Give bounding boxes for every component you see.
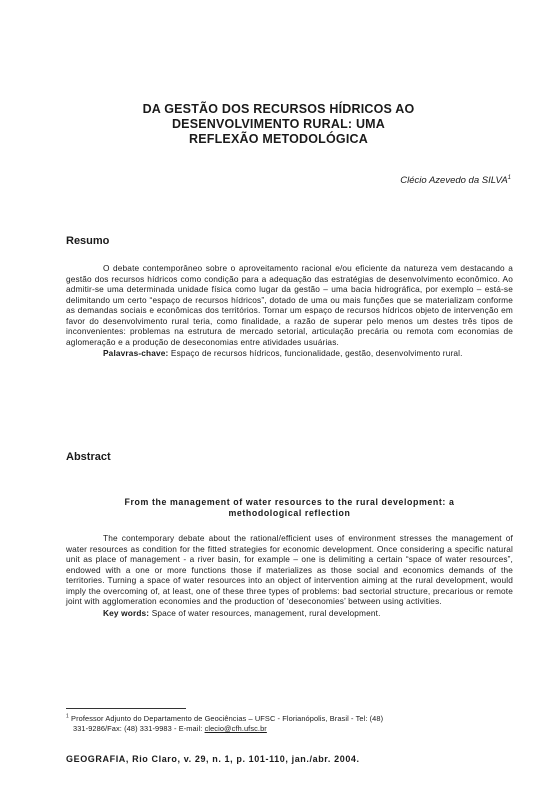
abstract-keywords-text: Space of water resources, management, rural development. (151, 607, 381, 618)
abstract-body: The contemporary debate about the rational/efficient uses of environment stresses the management of water resources as condition for the fitted strategies for economic development. Once considering a specific natural unit as place of management - a river basin, for example – one is delimiting a certain “space of water resources”, endowed with a one or more functions those if materializes as those social and economics demands of the territories. Turning a space of water resources into an object of intervention aiming at the rural development, would imply the overcoming of, at least, one of these three types of problems: bad sectorial structure, precarious or remote joint with agglomeration economies and the production of ‘deseconomies’ between using activities. (66, 533, 513, 606)
abstract-section (66, 533, 513, 618)
footnote-contact: 331-9286/Fax: (48) 331-9983 - E-mail: (73, 724, 205, 733)
journal-citation: GEOGRAFIA, Rio Claro, v. 29, n. 1, p. 101-110, jan./abr. 2004. (66, 754, 360, 764)
resumo-keywords (66, 348, 513, 359)
footnote-line-1: Professor Adjunto do Departamento de Geociências – UFSC - Florianópolis, Brasil - Tel: (48) (71, 714, 384, 723)
title-line-1: DA GESTÃO DOS RECURSOS HÍDRICOS AO (142, 102, 415, 116)
abstract-keywords-label: Key words: (103, 607, 150, 618)
footnote-divider (66, 708, 186, 709)
footnote-mark: 1 (66, 713, 69, 720)
footnote-line-2 (66, 724, 513, 734)
article-title (60, 102, 497, 147)
title-line-3: REFLEXÃO METODOLÓGICA (189, 132, 368, 146)
resumo-heading: Resumo (66, 235, 110, 247)
abstract-keywords (66, 608, 513, 619)
resumo-body: O debate contemporâneo sobre o aproveitamento racional e/ou eficiente da natureza vem destacando a gestão dos recursos hídricos como condição para a adequação das estratégias de desenvolvimento econômico. Ao admitir-se uma determinada unidade física como lugar da gestão – uma bacia hidrográfica, por exemplo – está-se delimitando um certo “espaço de recursos hídricos”, dotado de uma ou mais funções que se materializam conforme as demandas sociais e econômicas dos territórios. Tornar um espaço de recursos hídricos objeto de intervenção em favor do desenvolvimento rural teria, como finalidade, a razão de superar pelo menos um destes três tipos de inconvenientes: problemas na estrutura de mercado setorial, articulação precária ou remota com economias de aglomeração e a produção de deseconomias entre atividades usuárias. (66, 263, 513, 347)
abstract-subtitle (66, 497, 513, 519)
abstract-subtitle-line-1: From the management of water resources to the rural development: a (124, 497, 455, 507)
title-line-2: DESENVOLVIMENTO RURAL: UMA (171, 117, 386, 131)
footnote (66, 714, 513, 734)
abstract-heading: Abstract (66, 451, 111, 463)
author-line (400, 175, 511, 186)
resumo-section (66, 263, 513, 359)
author-footnote-mark: 1 (507, 174, 511, 181)
footnote-email-link[interactable]: clecio@cfh.ufsc.br (204, 724, 267, 733)
resumo-keywords-label: Palavras-chave: (103, 348, 169, 358)
resumo-keywords-text: Espaço de recursos hídricos, funcionalidade, gestão, desenvolvimento rural. (170, 348, 463, 358)
author-name: Clécio Azevedo da SILVA (400, 175, 508, 186)
abstract-subtitle-line-2: methodological reflection (228, 508, 351, 518)
